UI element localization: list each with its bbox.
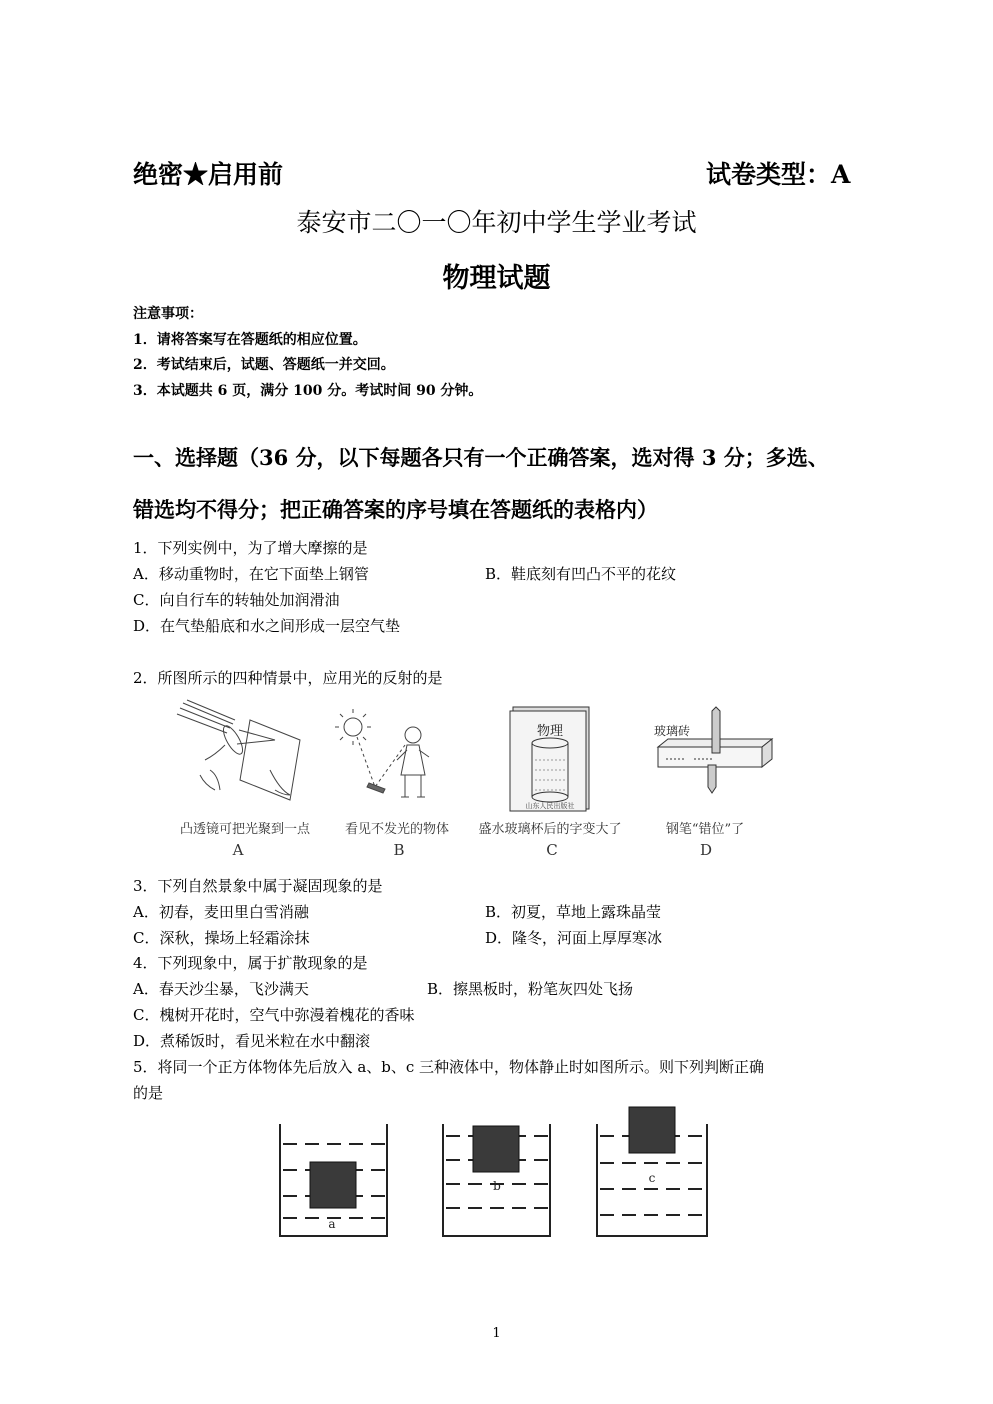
q2-letter-c: C bbox=[546, 841, 558, 859]
q5-container-a bbox=[277, 1122, 392, 1240]
q2-letter-b: B bbox=[393, 841, 405, 859]
q3-option-c: C．深秋，操场上轻霜涂抹 bbox=[133, 929, 310, 947]
q3-option-d: D．隆冬，河面上厚厚寒冰 bbox=[485, 929, 663, 947]
note-item: 2．考试结束后，试题、答题纸一并交回。 bbox=[133, 357, 395, 373]
q4-option-a: A．春天沙尘暴，飞沙满天 bbox=[133, 980, 309, 998]
q5-stem-line2: 的是 bbox=[133, 1084, 164, 1102]
note-item: 3．本试题共 6 页，满分 100 分。考试时间 90 分钟。 bbox=[133, 383, 483, 399]
q5-label-c: c bbox=[648, 1171, 656, 1185]
q1-stem: 1．下列实例中，为了增大摩擦的是 bbox=[133, 539, 368, 557]
notes-heading: 注意事项： bbox=[133, 306, 203, 322]
q4-option-b: B．擦黑板时，粉笔灰四处飞扬 bbox=[427, 980, 634, 998]
q3-option-b: B．初夏，草地上露珠晶莹 bbox=[485, 903, 662, 921]
glass-brick-label: 玻璃砖 bbox=[654, 724, 691, 738]
page-number: 1 bbox=[492, 1326, 501, 1341]
q4-option-d: D．煮稀饭时，看见米粒在水中翻滚 bbox=[133, 1032, 371, 1050]
q2-caption-d: 钢笔“错位”了 bbox=[665, 822, 745, 837]
q1-option-a: A．移动重物时，在它下面垫上钢管 bbox=[133, 565, 369, 583]
q3-option-a: A．初春，麦田里白雪消融 bbox=[133, 903, 309, 921]
q2-figure-b bbox=[335, 705, 445, 810]
q5-container-b bbox=[440, 1122, 555, 1240]
exam-subtitle: 物理试题 bbox=[442, 263, 551, 294]
q4-option-c: C．槐树开花时，空气中弥漫着槐花的香味 bbox=[133, 1006, 415, 1024]
q1-option-b: B．鞋底刻有凹凸不平的花纹 bbox=[485, 565, 677, 583]
q1-option-c: C．向自行车的转轴处加润滑油 bbox=[133, 591, 340, 609]
section-heading-line1: 一、选择题（36 分，以下每题各只有一个正确答案，选对得 3 分；多选、 bbox=[133, 445, 829, 470]
q3-stem: 3．下列自然景象中属于凝固现象的是 bbox=[133, 877, 383, 895]
q5-container-c bbox=[594, 1105, 712, 1240]
q2-figure-a bbox=[175, 700, 310, 810]
secret-label: 绝密★启用前 bbox=[133, 160, 284, 189]
q2-letter-a: A bbox=[232, 841, 244, 859]
section-heading-line2: 错选均不得分；把正确答案的序号填在答题纸的表格内） bbox=[133, 497, 658, 522]
paper-type-label: 试卷类型：A bbox=[706, 160, 851, 189]
q2-caption-c: 盛水玻璃杯后的字变大了 bbox=[478, 822, 622, 837]
q1-option-d: D．在气垫船底和水之间形成一层空气垫 bbox=[133, 617, 401, 635]
book-publisher: 山东人民出版社 bbox=[525, 802, 575, 810]
q2-stem: 2．所图所示的四种情景中，应用光的反射的是 bbox=[133, 669, 443, 687]
q5-stem-line1: 5．将同一个正方体物体先后放入 a、b、c 三种液体中，物体静止时如图所示。则下列判断正确 bbox=[133, 1058, 765, 1076]
q4-stem: 4．下列现象中，属于扩散现象的是 bbox=[133, 954, 368, 972]
q5-label-a: a bbox=[328, 1217, 336, 1231]
book-label: 物理 bbox=[536, 724, 564, 739]
q2-caption-b: 看见不发光的物体 bbox=[344, 822, 449, 837]
q2-figure-d bbox=[650, 705, 775, 795]
note-item: 1．请将答案写在答题纸的相应位置。 bbox=[133, 332, 367, 348]
exam-title: 泰安市二〇一〇年初中学生学业考试 bbox=[296, 208, 697, 237]
q2-letter-d: D bbox=[699, 841, 713, 859]
q2-caption-a: 凸透镜可把光聚到一点 bbox=[179, 822, 310, 837]
q5-label-b: b bbox=[493, 1179, 501, 1193]
q2-figure-c bbox=[505, 705, 595, 815]
